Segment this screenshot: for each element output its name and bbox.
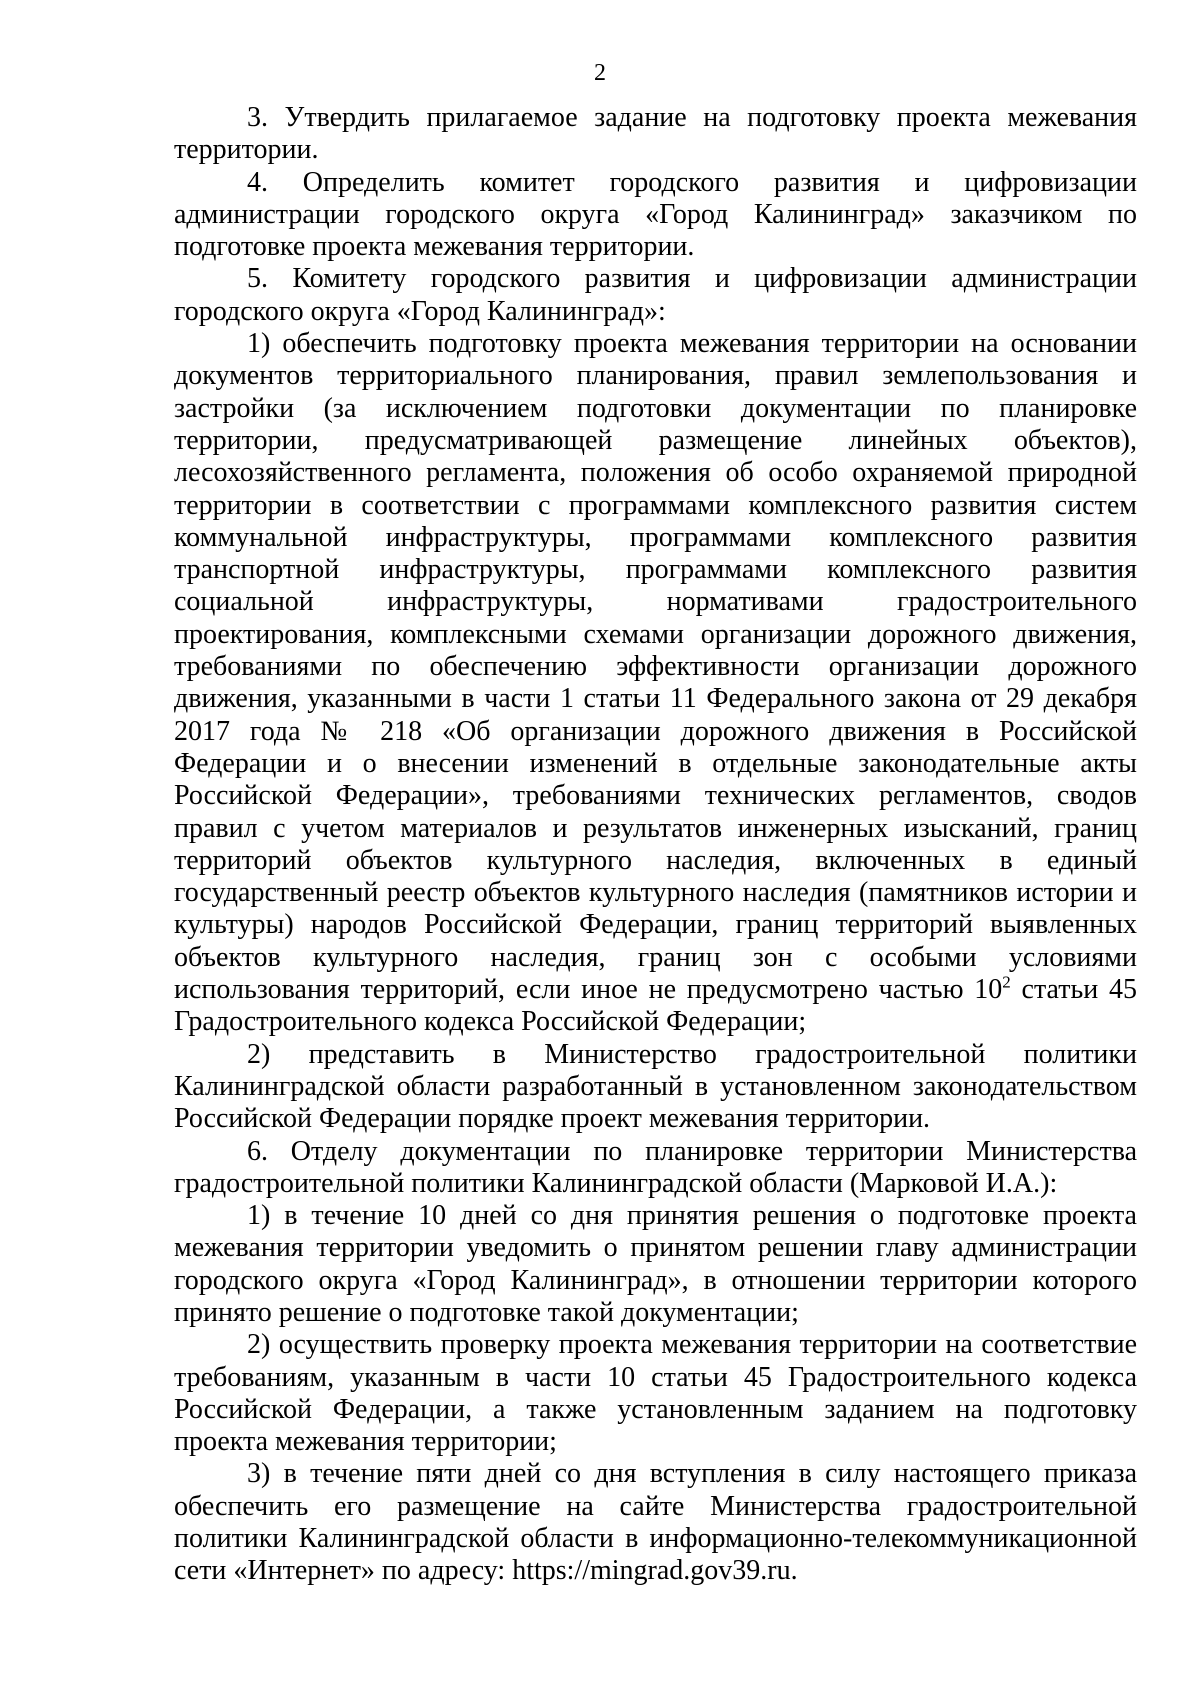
paragraph-department-item-2: 2) осуществить проверку проекта межевания территории на соответствие требованиям, указанным в части 10 статьи 45 Градостроительного кодекса Российской Федерации, а также установленным заданием на подготовку проекта межевания территории; xyxy=(174,1329,1137,1458)
paragraph-department-item-3: 3) в течение пяти дней со дня вступления в силу настоящего приказа обеспечить его размещение на сайте Министерства градостроительной политики Калининградской области в информационно-телекоммуникационной сети «Интернет» по адресу: https://mingrad.gov39.ru. xyxy=(174,1458,1137,1587)
paragraph-approve-task: 3. Утвердить прилагаемое задание на подготовку проекта межевания территории. xyxy=(174,102,1137,166)
document-body xyxy=(174,102,1137,1588)
paragraph-committee-item-1-text: 1) обеспечить подготовку проекта межевания территории на основании документов территориального планирования, правил землепользования и застройки (за исключением подготовки документации по планировке территории, предусматривающей размещение линейных объектов), лесохозяйственного регламента, положения об особо охраняемой природной территории в соответствии с программами комплексного развития систем коммунальной инфраструктуры, программами комплексного развития транспортной инфраструктуры, программами комплексного развития социальной инфраструктуры, нормативами градостроительного проектирования, комплексными схемами организации дорожного движения, требованиями по обеспечению эффективности организации дорожного движения, указанными в части 1 статьи 11 Федерального закона от 29 декабря 2017 года № 218 «Об организации дорожного движения в Российской Федерации и о внесении изменений в отдельные законодательные акты Российской Федерации», требованиями технических регламентов, сводов правил с учетом материалов и результатов инженерных изысканий, границ территорий объектов культурного наследия, включенных в единый государственный реестр объектов культурного наследия (памятников истории и культуры) народов Российской Федерации, границ территорий выявленных объектов культурного наследия, границ зон с особыми условиями использования территорий, если иное не предусмотрено частью 10 xyxy=(174,328,1137,1006)
paragraph-committee-item-2: 2) представить в Министерство градостроительной политики Калининградской области разработанный в установленном законодательством Российской Федерации порядке проект межевания территории. xyxy=(174,1038,1137,1135)
paragraph-define-customer: 4. Определить комитет городского развития и цифровизации администрации городского округа «Город Калининград» заказчиком по подготовке проекта межевания территории. xyxy=(174,166,1137,263)
paragraph-department-item-1: 1) в течение 10 дней со дня принятия решения о подготовке проекта межевания территории уведомить о принятом решении главу администрации городского округа «Город Калининград», в отношении территории которого принято решение о подготовке такой документации; xyxy=(174,1200,1137,1328)
paragraph-committee-item-1 xyxy=(174,328,1137,1039)
paragraph-committee-item-1-tail: статьи 45 Градостроительного кодекса Российской Федерации; xyxy=(174,974,1138,1038)
page-number: 2 xyxy=(594,60,606,86)
superscript-number: 2 xyxy=(1002,972,1011,992)
paragraph-department: 6. Отделу документации по планировке территории Министерства градостроительной политики Калининградской области (Марковой И.А.): xyxy=(174,1135,1137,1199)
paragraph-committee: 5. Комитету городского развития и цифровизации администрации городского округа «Город Калининград»: xyxy=(174,263,1137,327)
